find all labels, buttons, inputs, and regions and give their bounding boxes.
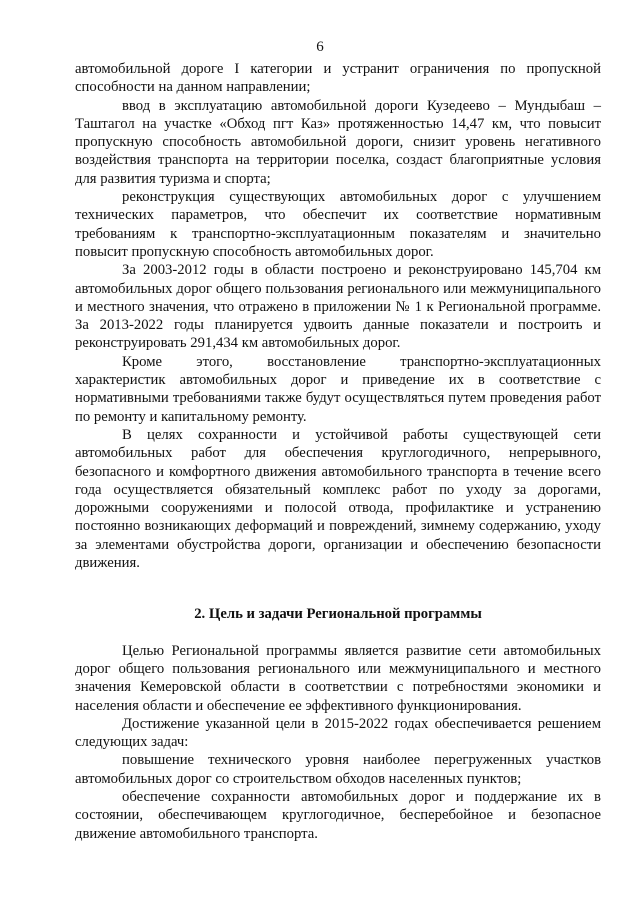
paragraph-goal: Целью Региональной программы является развитие сети автомобильных дорог общего пользования регионального или межмуниципального и местного значения Кемеровской области в соответствии с потребностями экономики и населения области и обеспечение ее эффективного функционирования. <box>75 642 601 714</box>
page-number: 6 <box>316 39 324 55</box>
paragraph-tasks-intro: Достижение указанной цели в 2015-2022 годах обеспечивается решением следующих задач: <box>75 715 601 751</box>
paragraph-2003-2012: За 2003-2012 годы в области построено и реконструировано 145,704 км автомобильных дорог общего пользования регионального или межмуниципального и местного значения, что отражено в приложении № 1 к Региональной программе. За 2013-2022 годы планируется удвоить данные показатели и построить и реконструировать 291,434 км автомобильных дорог. <box>75 262 601 352</box>
paragraph-task-2: обеспечение сохранности автомобильных дорог и поддержание их в состоянии, обеспечивающем круглогодичное, бесперебойное и безопасное движение автомобильного транспорта. <box>75 788 601 842</box>
paragraph-maintenance: В целях сохранности и устойчивой работы существующей сети автомобильных работ для обеспечения круглогодичного, непрерывного, безопасного и комфортного движения автомобильного транспорта в течение всего года осуществляется обязательный комплекс работ по уходу за дорогами, дорожными сооружениями и полосой отвода, профилактике и устранению постоянно возникающих деформаций и повреждений, зимнему содержанию, уходу за элементами обустройства дороги, организации и обеспечению безопасности движения. <box>75 426 601 572</box>
paragraph-reconstruction: реконструкция существующих автомобильных дорог с улучшением технических параметров, что обеспечит их соответствие нормативным требованиям к транспортно-эксплуатационным показателям и значительно повысит пропускную способность автомобильных дорог. <box>75 189 601 260</box>
section-heading: 2. Цель и задачи Региональной программы <box>194 606 482 623</box>
paragraph-kaz-bypass: ввод в эксплуатацию автомобильной дороги Кузедеево – Мундыбаш – Таштагол на участке «Обход пгт Каз» протяженностью 14,47 км, что повысит пропускную способность автомобильной дороги, снизит уровень негативного воздействия транспорта на территории поселка, создаст благоприятные условия для развития туризма и спорта; <box>75 97 601 187</box>
paragraph-continuation: автомобильной дороге I категории и устранит ограничения по пропускной способности на данном направлении; <box>75 61 601 96</box>
paragraph-restoration: Кроме этого, восстановление транспортно-эксплуатационных характеристик автомобильных дорог и приведение их в соответствие с нормативными требованиями также будут осуществляться путем проведения работ по ремонту и капитальному ремонту. <box>75 353 601 425</box>
paragraph-task-1: повышение технического уровня наиболее перегруженных участков автомобильных дорог со строительством обходов населенных пунктов; <box>75 752 601 787</box>
document-body <box>75 60 601 843</box>
